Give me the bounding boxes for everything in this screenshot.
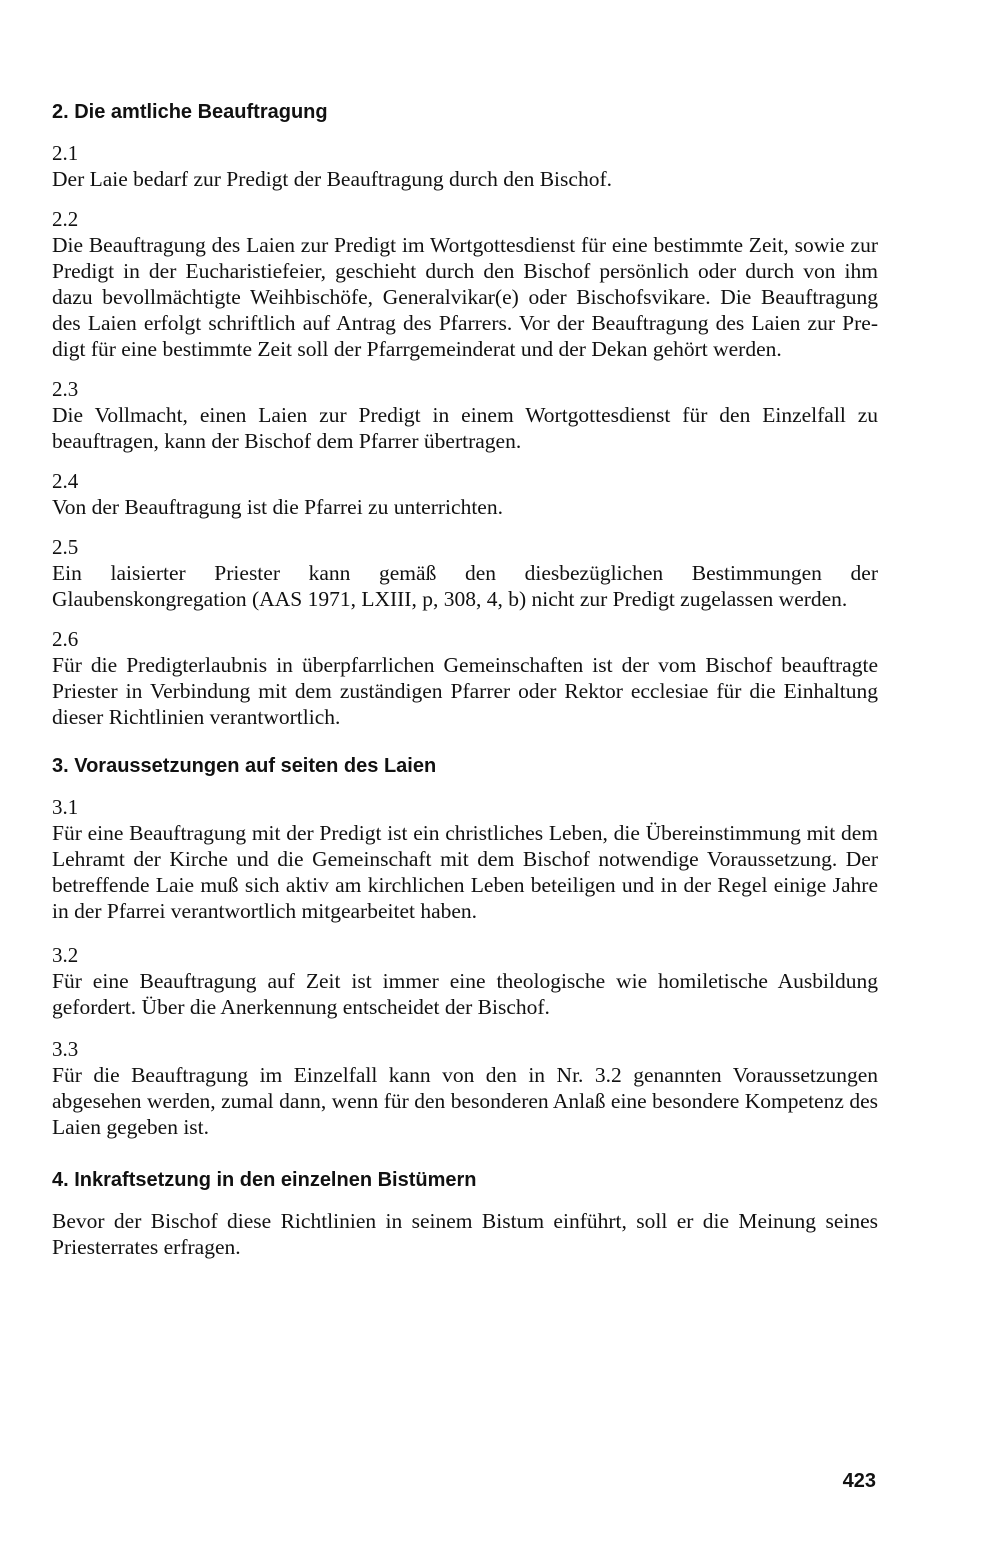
item-text: Die Beauftragung des Laien zur Predigt im Wortgottesdienst für eine bestimmte Zeit, sowie zur Predigt in der Eucharistiefeier, geschieht durch den Bischof persönlich oder durch von ihm dazu bevollmächtigte Weihbischöfe, Generalvikar(e) oder Bischofsvikare. Die Beauftragung des Laien erfolgt schriftlich auf Antrag des Pfarrers. Vor der Beauftragung des Laien zur Predigt für eine bestimmte Zeit soll der Pfarrgemeinderat und der Dekan gehört werden. xyxy=(52,233,878,361)
item-number: 3.3 xyxy=(52,1037,79,1061)
section-heading-4: 4. Inkraftsetzung in den einzelnen Bistümern xyxy=(52,1169,477,1191)
item-text: Für eine Beauftragung auf Zeit ist immer eine theologische wie homiletische Ausbildung gefordert. Über die Anerkennung entscheidet der Bischof. xyxy=(52,969,878,1019)
item-number: 3.2 xyxy=(52,943,79,967)
item-number: 2.3 xyxy=(52,377,79,401)
item-number: 3.1 xyxy=(52,795,79,819)
item-text: Für die Predigterlaubnis in überpfarrlichen Gemeinschaften ist der vom Bischof beauftragte Priester in Verbindung mit dem zuständigen Pfarrer oder Rektor ecclesiae für die Einhaltung dieser Richtlinien verantwortlich. xyxy=(52,653,878,729)
item-number: 2.4 xyxy=(52,469,79,493)
item-number: 2.1 xyxy=(52,141,79,165)
item-text: Für die Beauftragung im Einzelfall kann von den in Nr. 3.2 genannten Voraussetzungen abgesehen werden, zumal dann, wenn für den besonderen Anlaß eine besondere Kompetenz des Laien gegeben ist. xyxy=(52,1063,878,1139)
item-text: Für eine Beauftragung mit der Predigt ist ein christliches Leben, die Übereinstimmung mit dem Lehramt der Kirche und die Gemeinschaft mit dem Bischof notwendige Voraussetzung. Der betreffende Laie muß sich aktiv am kirchlichen Leben beteiligen und in der Regel einige Jahre in der Pfarrei verantwortlich mitgearbeitet haben. xyxy=(52,821,878,923)
item-number: 2.5 xyxy=(52,535,79,559)
section-heading-3: 3. Voraussetzungen auf seiten des Laien xyxy=(52,755,437,777)
item-text: Bevor der Bischof diese Richtlinien in seinem Bistum einführt, soll er die Meinung seines Priesterrates erfragen. xyxy=(52,1209,878,1259)
document-body xyxy=(52,98,878,1260)
section-heading-2: 2. Die amtliche Beauftragung xyxy=(52,101,328,123)
item-number: 2.2 xyxy=(52,207,79,231)
item-text: Von der Beauftragung ist die Pfarrei zu unterrichten. xyxy=(52,495,503,519)
page-number: 423 xyxy=(842,1470,876,1492)
item-text: Ein laisierter Priester kann gemäß den diesbezüglichen Bestimmungen der Glaubenskongregation (AAS 1971, LXIII, p, 308, 4, b) nicht zur Predigt zugelassen werden. xyxy=(52,561,878,611)
item-text: Die Vollmacht, einen Laien zur Predigt in einem Wortgottesdienst für den Einzelfall zu beauftragen, kann der Bischof dem Pfarrer übertragen. xyxy=(52,403,878,453)
item-text: Der Laie bedarf zur Predigt der Beauftragung durch den Bischof. xyxy=(52,167,612,191)
item-number: 2.6 xyxy=(52,627,79,651)
